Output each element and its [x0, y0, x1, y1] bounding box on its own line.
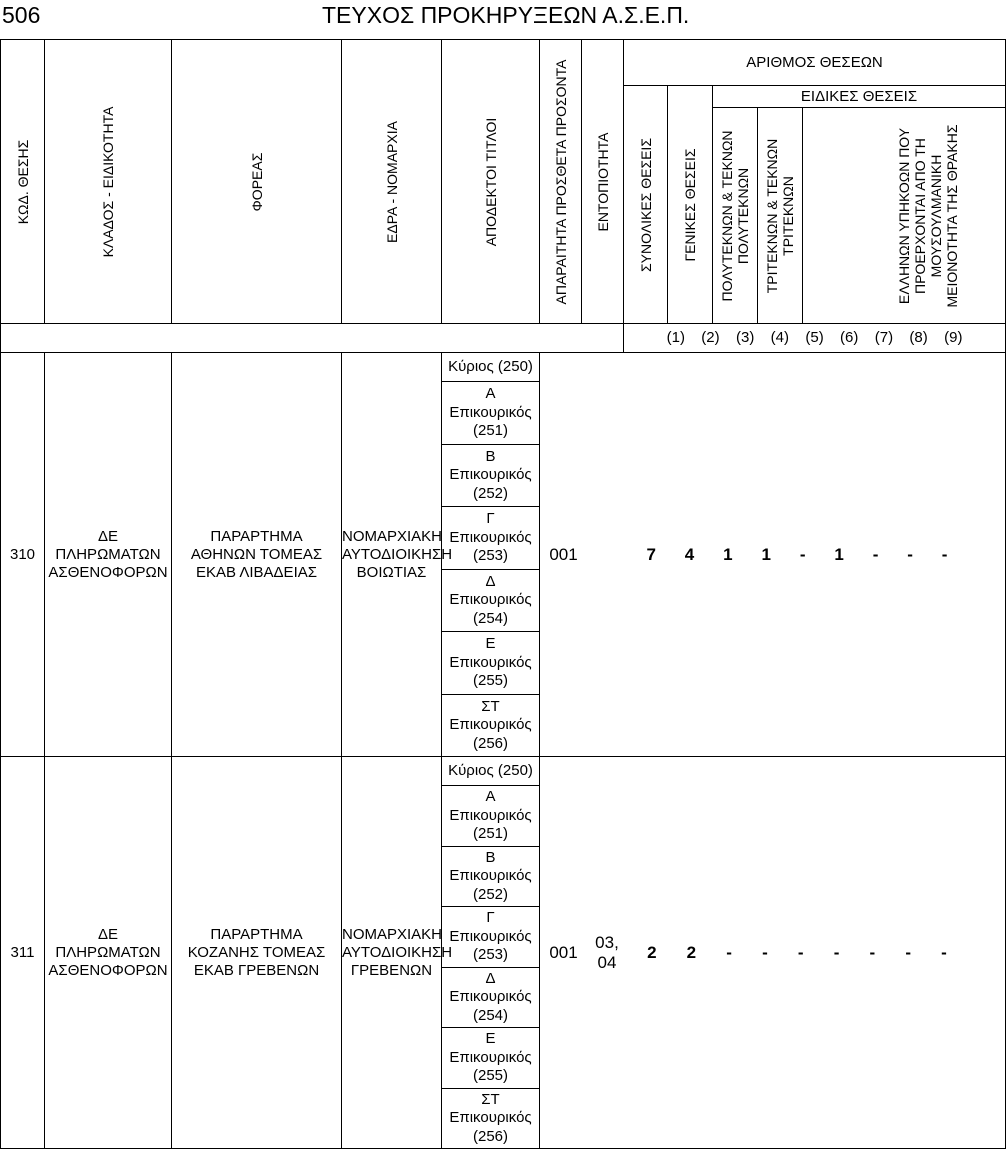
title-sub: Ε Επικουρικός (255) — [442, 632, 539, 695]
count-special: 1 — [723, 544, 733, 564]
row-values — [540, 757, 1006, 1149]
title-sub: Γ Επικουρικός (253) — [442, 507, 539, 570]
position-counts — [628, 944, 962, 962]
count-general: 2 — [686, 942, 697, 962]
seat-cell: ΝΟΜΑΡΧΙΑΚΗ ΑΥΤΟΔΙΟΙΚΗΣΗ ΓΡΕΒΕΝΩΝ — [342, 757, 442, 1149]
count-special: - — [872, 544, 879, 564]
page-header — [0, 0, 960, 40]
count-special: 1 — [834, 544, 844, 564]
count-total: 2 — [647, 942, 657, 962]
count-general: 4 — [684, 544, 695, 564]
column-numbers: (1) (2) (3) (4) (5) (6) (7) (8) (9) — [624, 324, 1006, 353]
col-extra-header: ΑΠΑΡΑΙΤΗΤΑ ΠΡΟΣΘΕΤΑ ΠΡΟΣΟΝΤΑ — [540, 40, 582, 324]
extra-qualifications: 001 — [549, 942, 578, 962]
column-number-spacer — [1, 324, 624, 353]
positions-group-header: ΑΡΙΘΜΟΣ ΘΕΣΕΩΝ — [624, 40, 1006, 86]
count-special: - — [869, 942, 876, 962]
col-general-header: ΓΕΝΙΚΕΣ ΘΕΣΕΙΣ — [668, 86, 713, 324]
title-sub: Δ Επικουρικός (254) — [442, 968, 539, 1029]
title-sub: Ε Επικουρικός (255) — [442, 1028, 539, 1089]
agency-cell: ΠΑΡΑΡΤΗΜΑ ΑΘΗΝΩΝ ΤΟΜΕΑΣ ΕΚΑΒ ΛΙΒΑΔΕΙΑΣ — [172, 353, 342, 757]
seat-cell: ΝΟΜΑΡΧΙΑΚΗ ΑΥΤΟΔΙΟΙΚΗΣΗ ΒΟΙΩΤΙΑΣ — [342, 353, 442, 757]
branch-cell: ΔΕ ΠΛΗΡΩΜΑΤΩΝ ΑΣΘΕΝΟΦΟΡΩΝ — [45, 353, 172, 757]
col-minority-header: ΕΛΛΗΝΩΝ ΥΠΗΚΟΩΝ ΠΟΥ ΠΡΟΕΡΧΟΝΤΑΙ ΑΠΟ ΤΗ ΜΟΥΣΟΥΛΜΑΝΙΚΗ ΜΕΙΟΝΟΤΗΤΑ ΤΗΣ ΘΡΑΚΗΣ — [803, 108, 1006, 324]
position-counts — [628, 546, 962, 564]
page-number: 506 — [2, 2, 41, 28]
position-code: 310 — [1, 353, 45, 757]
col-large-family-header: ΠΟΛΥΤΕΚΝΩΝ & ΤΕΚΝΩΝ ΠΟΛΥΤΕΚΝΩΝ — [713, 108, 758, 324]
titles-cell — [442, 757, 540, 1149]
title-main: Κύριος (250) — [442, 757, 539, 786]
page-title: ΤΕΥΧΟΣ ΠΡΟΚΗΡΥΞΕΩΝ Α.Σ.Ε.Π. — [322, 2, 690, 28]
col-three-child-header: ΤΡΙΤΕΚΝΩΝ & ΤΕΚΝΩΝ ΤΡΙΤΕΚΝΩΝ — [758, 108, 803, 324]
special-group-header: ΕΙΔΙΚΕΣ ΘΕΣΕΙΣ — [713, 86, 1006, 108]
col-agency-header: ΦΟΡΕΑΣ — [172, 40, 342, 324]
count-special: - — [762, 942, 768, 962]
col-locality-header: ΕΝΤΟΠΙΟΤΗΤΑ — [582, 40, 624, 324]
count-special: - — [726, 942, 732, 962]
row-values — [540, 353, 1006, 757]
title-sub: Γ Επικουρικός (253) — [442, 907, 539, 968]
col-seat-header: ΕΔΡΑ - ΝΟΜΑΡΧΙΑ — [342, 40, 442, 324]
count-special: 1 — [761, 544, 771, 564]
position-code: 311 — [1, 757, 45, 1149]
positions-table — [0, 39, 1006, 1149]
extra-qualifications: 001 — [549, 544, 578, 564]
column-number-row — [1, 324, 1006, 353]
title-sub: ΣΤ Επικουρικός (256) — [449, 1090, 532, 1145]
agency-cell: ΠΑΡΑΡΤΗΜΑ ΚΟΖΑΝΗΣ ΤΟΜΕΑΣ ΕΚΑΒ ΓΡΕΒΕΝΩΝ — [172, 757, 342, 1149]
branch-cell: ΔΕ ΠΛΗΡΩΜΑΤΩΝ ΑΣΘΕΝΟΦΟΡΩΝ — [45, 757, 172, 1149]
locality: 03, 04 — [595, 932, 619, 972]
count-special: - — [797, 942, 804, 962]
title-sub: Β Επικουρικός (252) — [442, 445, 539, 508]
title-sub: Β Επικουρικός (252) — [442, 847, 539, 908]
count-special: - — [941, 544, 948, 564]
col-total-header: ΣΥΝΟΛΙΚΕΣ ΘΕΣΕΙΣ — [624, 86, 668, 324]
title-main: Κύριος (250) — [442, 353, 539, 382]
count-special: - — [941, 942, 947, 962]
title-sub: Α Επικουρικός (251) — [442, 382, 539, 445]
col-titles-header: ΑΠΟΔΕΚΤΟΙ ΤΙΤΛΟΙ — [442, 40, 540, 324]
count-special: - — [799, 544, 806, 564]
title-sub: Α Επικουρικός (251) — [442, 786, 539, 847]
titles-cell — [442, 353, 540, 757]
title-sub: ΣΤ Επικουρικός (256) — [449, 697, 532, 752]
count-special: - — [907, 544, 913, 564]
count-total: 7 — [646, 544, 656, 564]
table-row — [1, 757, 1006, 1149]
table-row — [1, 353, 1006, 757]
col-code-header: ΚΩΔ. ΘΕΣΗΣ — [1, 40, 45, 324]
header-row-1 — [1, 40, 1006, 86]
title-sub: Δ Επικουρικός (254) — [442, 570, 539, 633]
col-branch-header: ΚΛΑΔΟΣ - ΕΙΔΙΚΟΤΗΤΑ — [45, 40, 172, 324]
count-special: - — [905, 942, 912, 962]
count-special: - — [833, 942, 840, 962]
